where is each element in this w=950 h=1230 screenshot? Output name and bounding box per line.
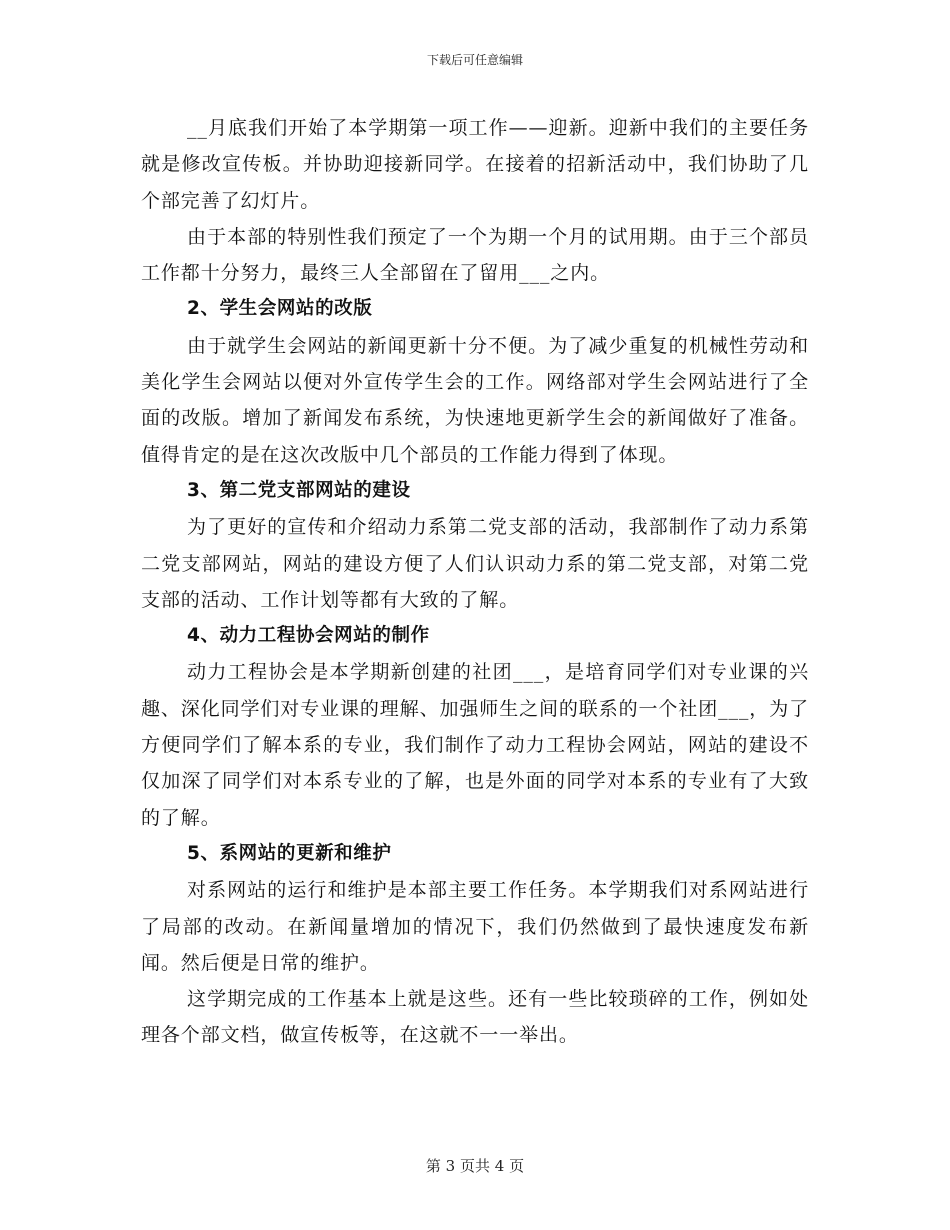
paragraph-welcome: __月底我们开始了本学期第一项工作——迎新。迎新中我们的主要任务就是修改宣传板。并协助迎接新同学。在接着的招新活动中，我们协助了几个部完善了幻灯片。 [141,117,809,212]
paragraph-site-maintenance: 对系网站的运行和维护是本部主要工作任务。本学期我们对系网站进行了局部的改动。在新闻量增加的情况下，我们仍然做到了最快速度发布新闻。然后便是日常的维护。 [141,879,809,974]
section-heading-2: 2、学生会网站的改版 [187,298,373,320]
paragraph-association-site: 动力工程协会是本学期新创建的社团___，是培育同学们对专业课的兴趣、深化同学们对专业课的理解、加强师生之间的联系的一个社团___，为了方便同学们了解本系的专业，我们制作了动力工程协会网站，网站的建设不仅加深了同学们对本系专业的了解，也是外面的同学对本系的专业有了大致的了解。 [141,661,810,829]
section-heading-3: 3、第二党支部网站的建设 [187,479,411,501]
section-heading-4: 4、动力工程协会网站的制作 [187,625,430,647]
paragraph-trial-period: 由于本部的特别性我们预定了一个为期一个月的试用期。由于三个部员工作都十分努力，最终三人全部留在了留用___之内。 [141,225,809,285]
page-header: 下载后可任意编辑 [426,53,523,67]
section-heading-5: 5、系网站的更新和维护 [187,842,392,864]
document-body [141,110,809,1054]
paragraph-summary: 这学期完成的工作基本上就是这些。还有一些比较琐碎的工作，例如处理各个部文档，做宣传板等，在这就不一一举出。 [141,988,809,1047]
page-number-footer: 第 3 页共 4 页 [425,1157,525,1175]
paragraph-website-redesign: 由于就学生会网站的新闻更新十分不便。为了减少重复的机械性劳动和美化学生会网站以便对外宣传学生会的工作。网络部对学生会网站进行了全面的改版。增加了新闻发布系统，为快速地更新学生会的新闻做好了准备。值得肯定的是在这次改版中几个部员的工作能力得到了体现。 [141,334,809,466]
paragraph-party-branch-site: 为了更好的宣传和介绍动力系第二党支部的活动，我部制作了动力系第二党支部网站，网站的建设方便了人们认识动力系的第二党支部，对第二党支部的活动、工作计划等都有大致的了解。 [141,516,809,611]
